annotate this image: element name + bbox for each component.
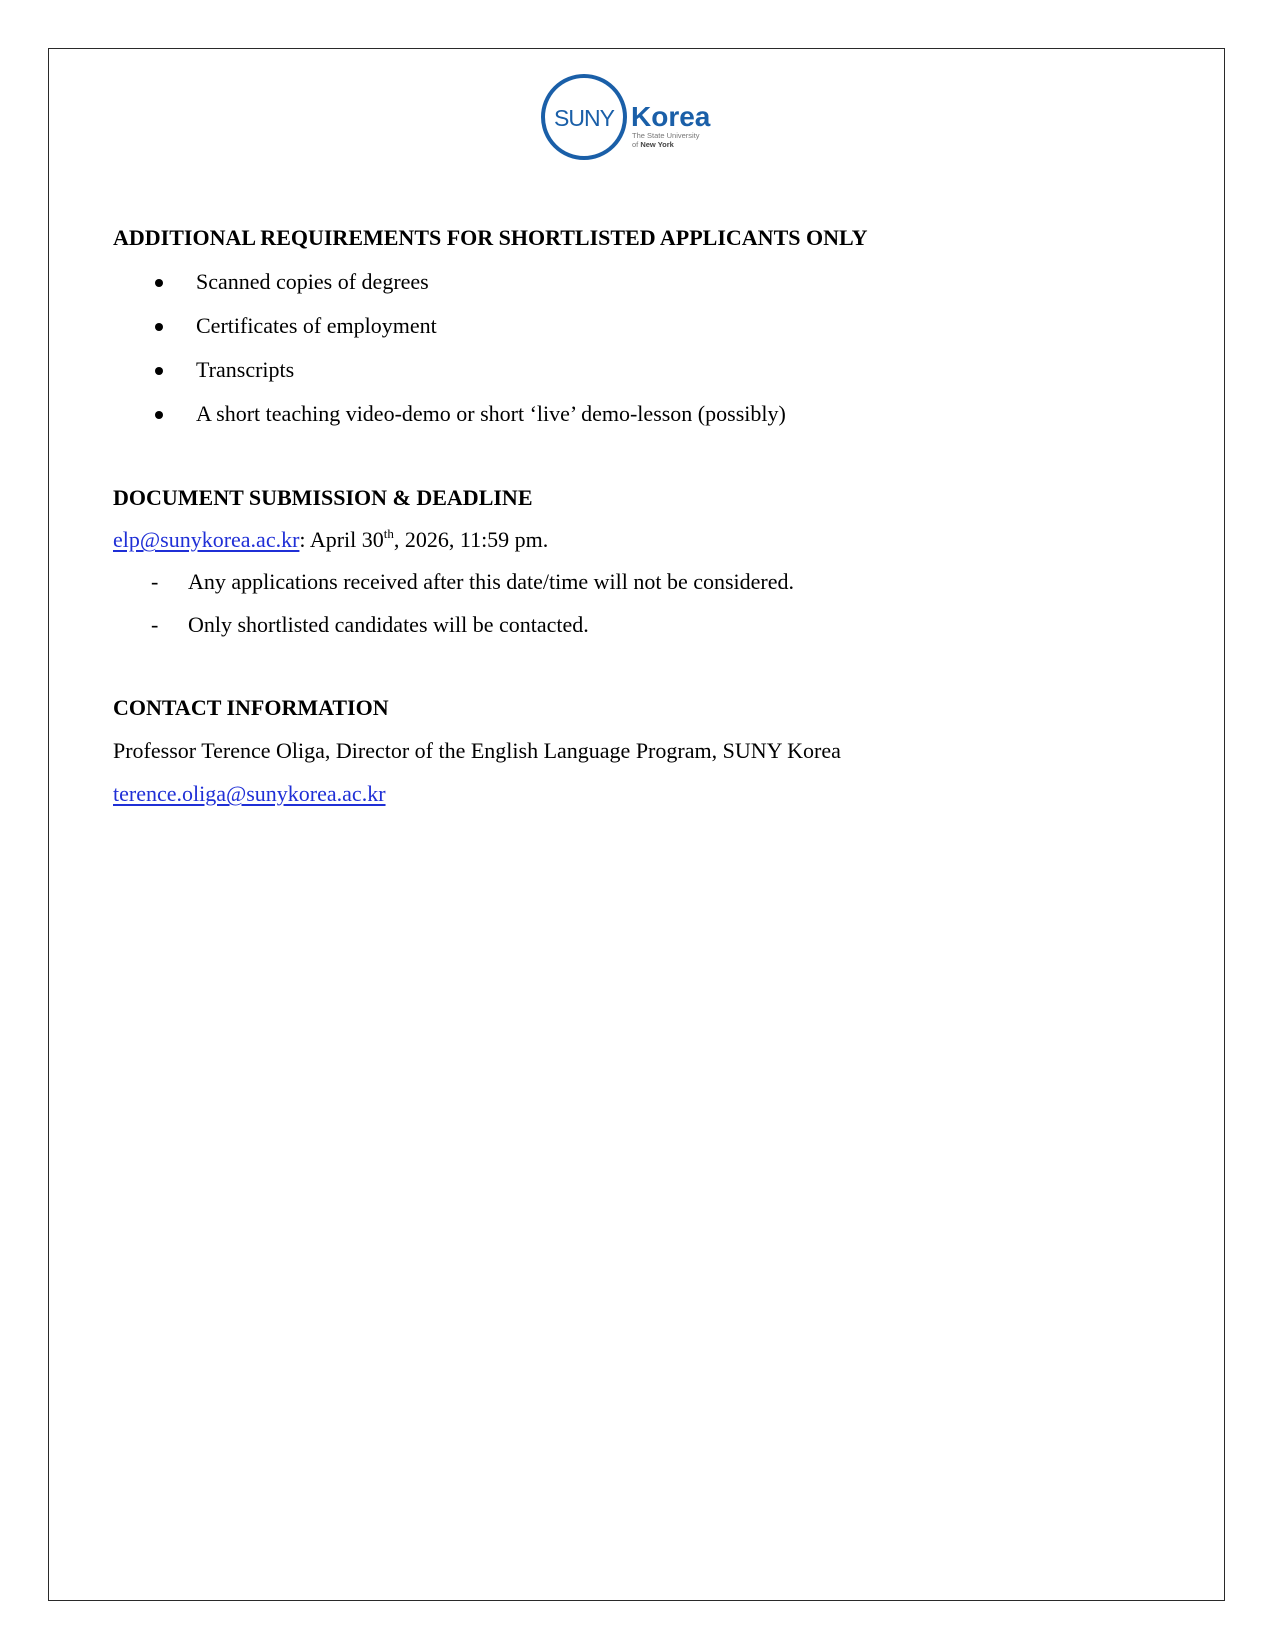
suny-korea-logo: [538, 72, 738, 170]
bullet-icon: [155, 323, 163, 331]
bullet-icon: [155, 367, 163, 375]
contact-email-link[interactable]: terence.oliga@sunykorea.ac.kr: [113, 781, 386, 806]
dash-marker: -: [151, 569, 159, 594]
deadline-time: , 2026, 11:59 pm.: [393, 527, 549, 552]
contact-person: Professor Terence Oliga, Director of the English Language Program, SUNY Korea: [113, 738, 841, 763]
logo-name: Korea: [631, 101, 711, 132]
submission-email-link[interactable]: elp@sunykorea.ac.kr: [113, 527, 300, 552]
logo-mark-text: SUNY: [554, 105, 614, 131]
bullet-icon: [155, 411, 163, 419]
logo-tagline-1: The State University: [632, 131, 700, 140]
bullet-icon: [155, 279, 163, 287]
requirements-heading: ADDITIONAL REQUIREMENTS FOR SHORTLISTED APPLICANTS ONLY: [113, 225, 868, 250]
dash-marker: -: [151, 612, 159, 637]
contact-heading: CONTACT INFORMATION: [113, 695, 389, 720]
submission-heading: DOCUMENT SUBMISSION & DEADLINE: [113, 485, 533, 510]
deadline-superscript: th: [383, 526, 394, 541]
deadline-line: [113, 527, 548, 553]
contact-email-line: [113, 781, 386, 807]
deadline-date: : April 30: [299, 527, 384, 552]
logo-tagline-2: of New York: [632, 140, 674, 149]
